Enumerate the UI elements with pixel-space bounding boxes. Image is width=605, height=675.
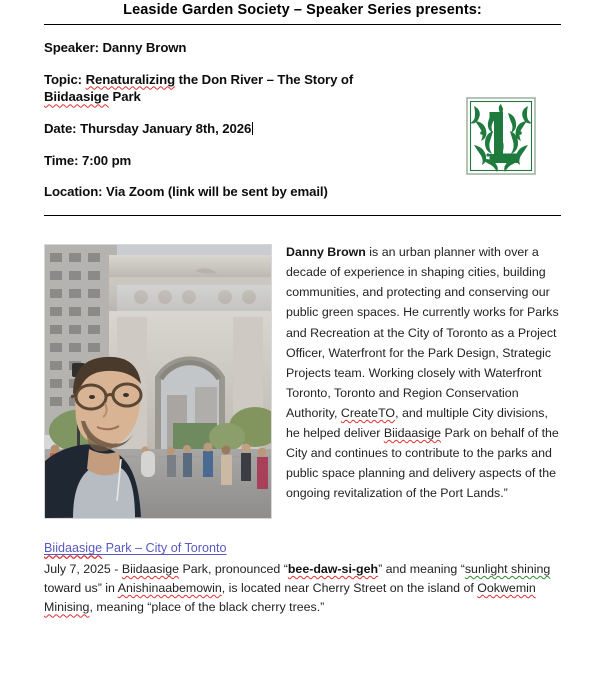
time-label: Time: — [44, 152, 79, 168]
bio-text-part-3: Park on behalf of the City and continues to contribute to the parks and public space planning and delivery aspects of the ongoing revitalization of the Port Lands.” — [286, 425, 559, 501]
source-text-1: - — [110, 561, 122, 576]
source-text-3: ” and meaning “ — [378, 561, 465, 576]
page-title: Leaside Garden Society – Speaker Series presents: — [123, 2, 482, 18]
topic-misspelling-biidaasige: Biidaasige — [44, 89, 109, 105]
source-text-5: , is located near Cherry Street on the island of — [221, 581, 478, 596]
source-misspelling-biidaasige: Biidaasige — [121, 561, 180, 576]
pronunciation-text: bee-daw-si-geh — [287, 561, 379, 576]
link-text: Park – City of Toronto — [102, 541, 227, 556]
event-details — [0, 39, 605, 201]
source-section — [0, 539, 605, 617]
source-text-2: Park, pronounced “ — [179, 561, 288, 576]
biidaasige-park-link[interactable] — [44, 541, 227, 555]
topic-label: Topic: — [44, 71, 82, 87]
source-text-6: , meaning “place of the black cherry trees.” — [89, 600, 325, 615]
divider-top — [44, 24, 561, 25]
divider-bottom — [44, 215, 561, 216]
link-misspelling-biidaasige: Biidaasige — [44, 541, 103, 556]
source-date: July 7, 2025 — [44, 561, 111, 576]
topic-text-2: Park — [108, 89, 141, 105]
bio-text-part-2: , and multiple City divisions, he helped deliver — [286, 405, 548, 440]
date-label: Date: — [44, 121, 77, 137]
speaker-name: Danny Brown — [102, 40, 187, 55]
speaker-label: Speaker: — [44, 40, 99, 55]
source-misspelling-ookwemin-minising: Ookwemin Minising — [44, 581, 536, 615]
speaker-photo — [44, 244, 272, 519]
time-value: 7:00 pm — [82, 152, 132, 168]
bio-misspelling-biidaasige: Biidaasige — [383, 425, 442, 440]
bio-misspelling-createto: CreateTO — [340, 405, 396, 420]
location-line — [44, 183, 561, 201]
source-misspelling-anishinaabemowin: Anishinaabemowin — [117, 581, 222, 596]
date-value: Thursday January 8th, 2026 — [80, 121, 252, 137]
bio-text-part-1: is an urban planner with over a decade of experience in shaping cities, building communities, and protecting and conserving our public green spaces. He currently works for Parks and Recreation at the City of Toronto as a Project Officer, Waterfront for the Park Design, Strategic Projects team. Working closely with Waterfront Toronto, Toronto and Region Conservation Authority, — [286, 245, 559, 420]
grammar-flag-sunlight-shining: sunlight shining — [464, 561, 551, 576]
speaker-line — [44, 39, 561, 57]
illuminated-letter-icon — [466, 97, 536, 175]
source-text-4: toward us” in — [44, 581, 118, 596]
topic-text: the Don River – The Story of — [175, 71, 354, 87]
bio-section — [0, 242, 605, 503]
text-cursor — [252, 122, 253, 135]
topic-misspelling-renaturalizing: Renaturalizing — [85, 71, 176, 87]
bio-speaker-name: Danny Brown — [286, 245, 366, 260]
location-label: Location: — [44, 184, 103, 200]
location-value: Via Zoom (link will be sent by email) — [106, 184, 328, 200]
source-link-row — [44, 539, 561, 559]
source-description — [44, 560, 561, 618]
